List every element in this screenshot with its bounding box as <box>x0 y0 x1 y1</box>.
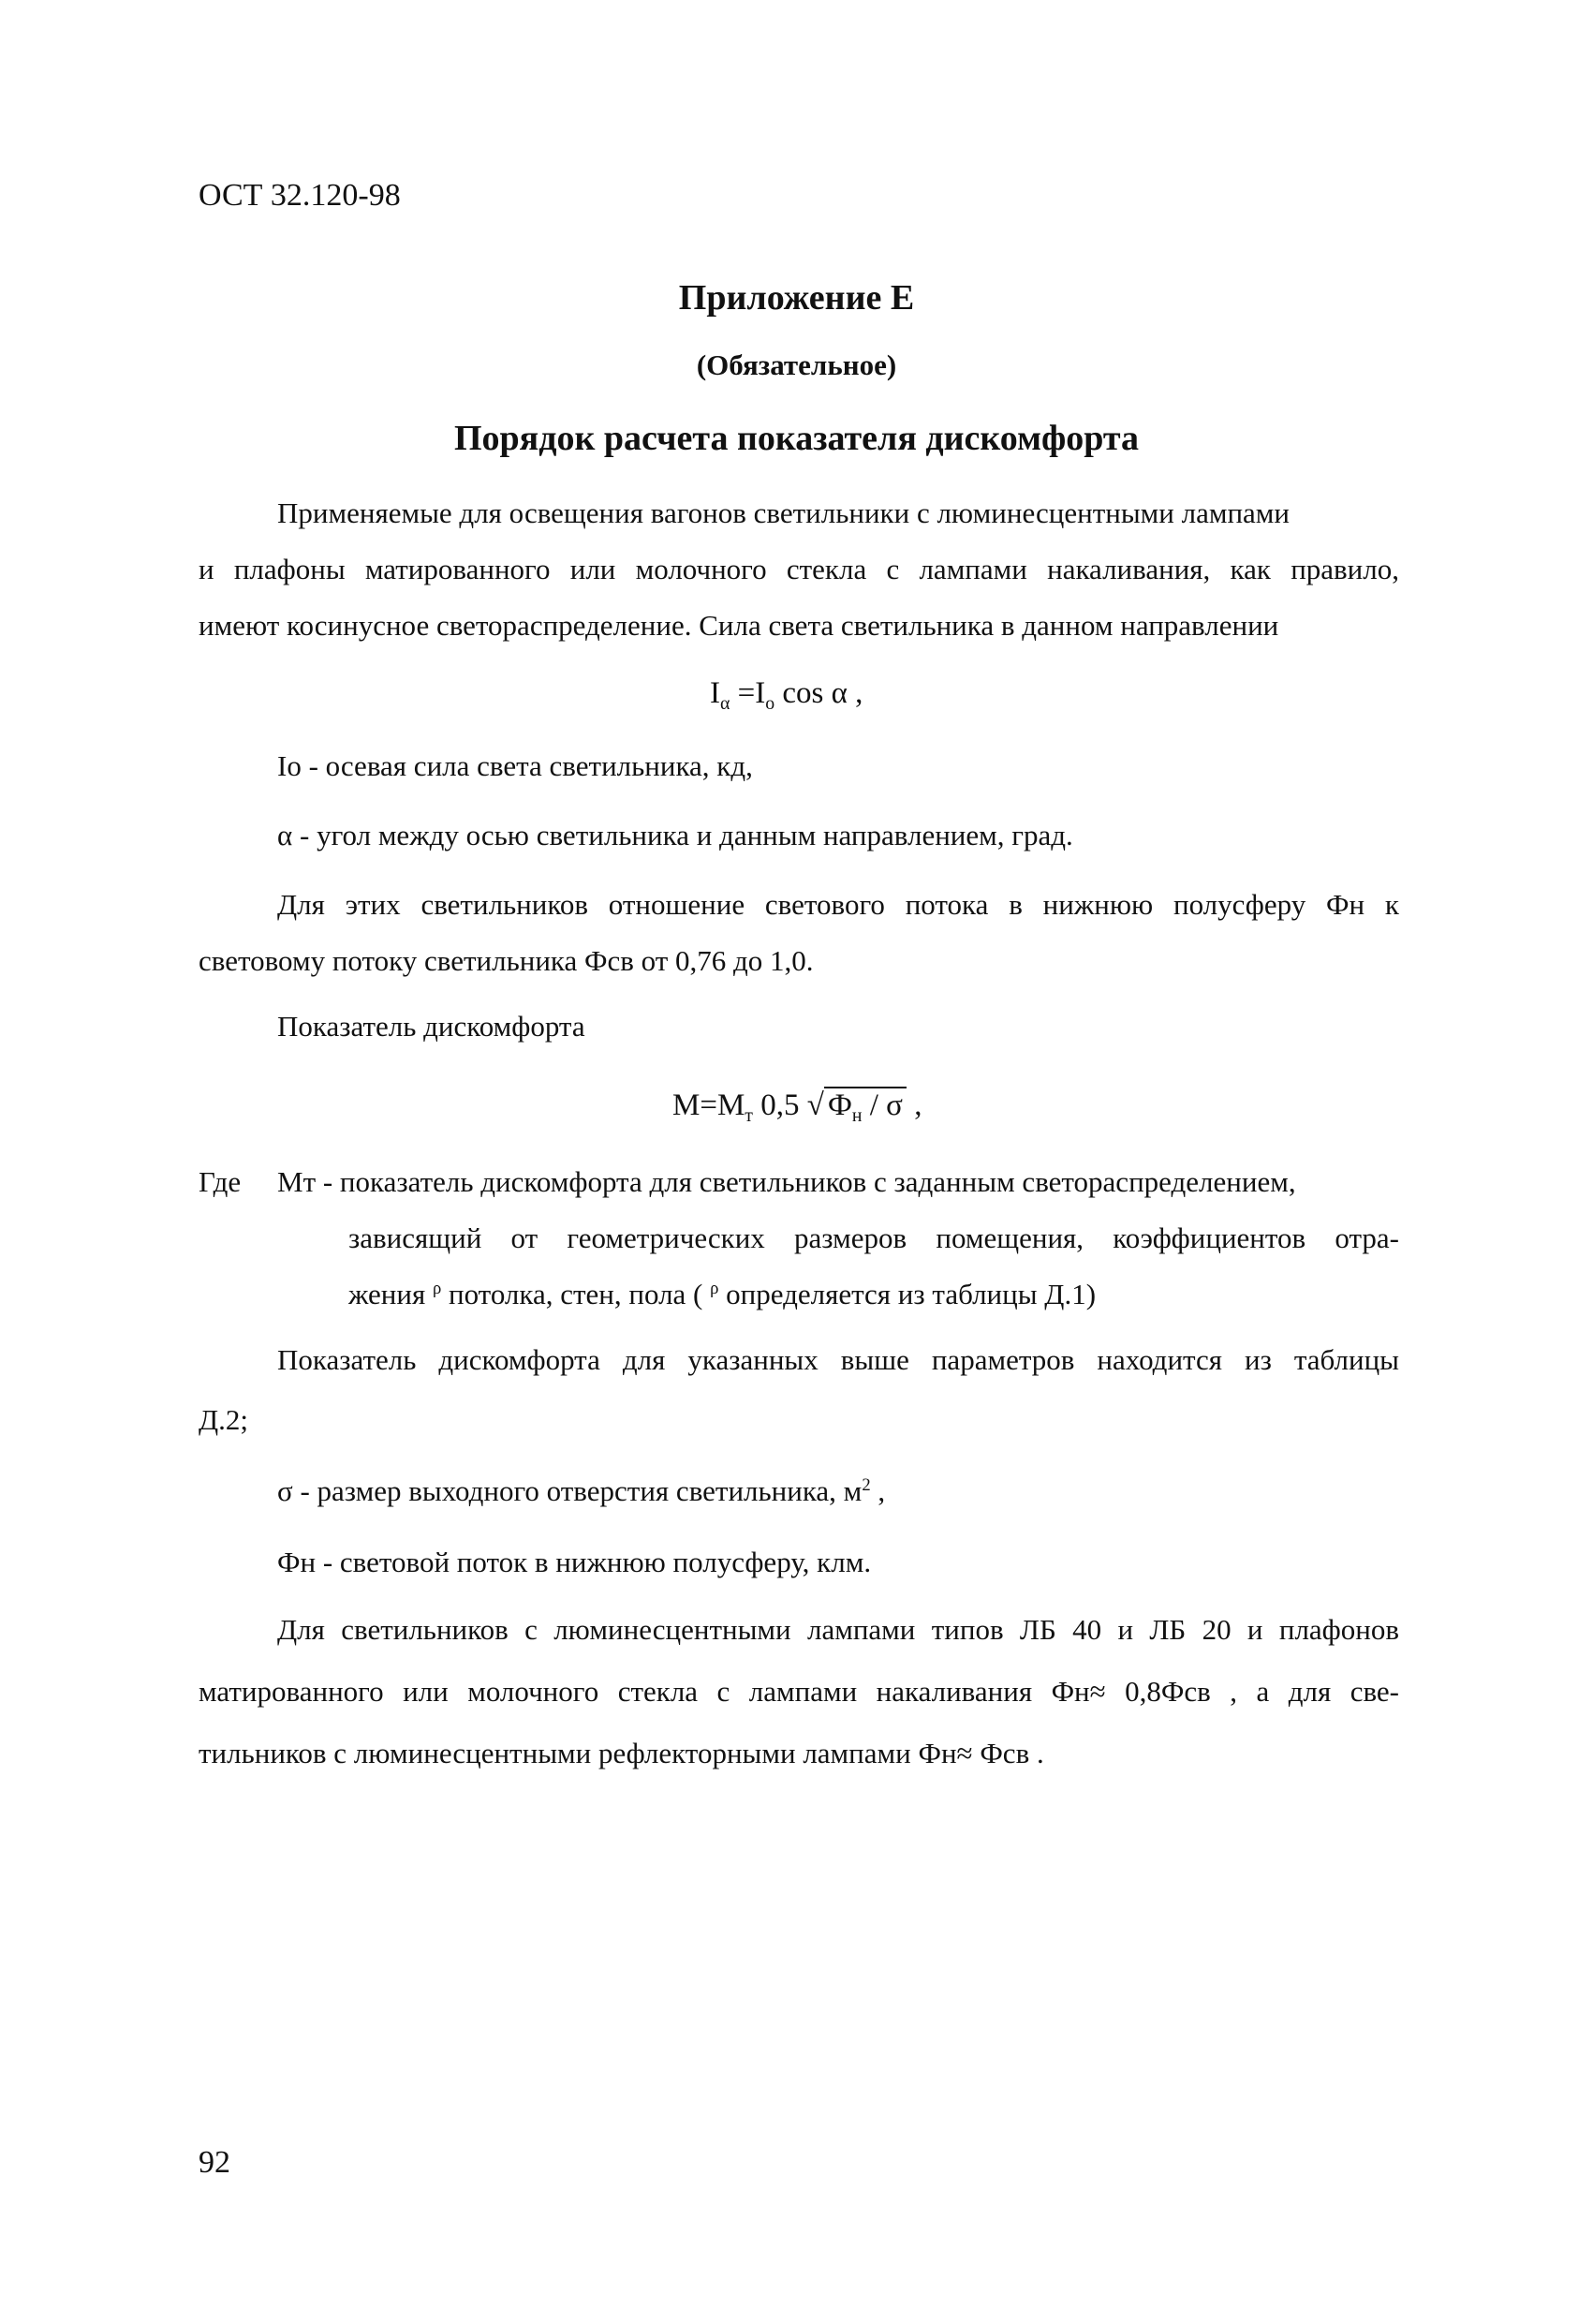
rho-symbol: ρ <box>432 1278 442 1298</box>
formula-symbol: =I <box>730 676 766 710</box>
text-segment: σ - размер выходного отверстия светильника, м <box>277 1474 863 1507</box>
where-label: Где <box>199 1165 242 1198</box>
formula-subscript: o <box>765 692 775 714</box>
formula-symbol: 0,5 <box>752 1088 807 1122</box>
text-segment: потолка, стен, пола ( <box>441 1278 711 1310</box>
paragraph-line: Показатель дискомфорта <box>277 1010 585 1043</box>
paragraph-line: имеют косинусное светораспределение. Сила света светильника в данном направлении <box>199 609 1279 642</box>
paragraph-line: световому потоку светильника Фсв от 0,76 до 1,0. <box>199 944 814 977</box>
definition-io: Io - осевая сила света светильника, кд, <box>277 749 753 782</box>
definition-phi: Фн - световой поток в нижнюю полусферу, клм. <box>277 1546 872 1578</box>
formula-subscript: н <box>851 1104 863 1126</box>
paragraph-line: тильников с люминесцентными рефлекторными лампами Фн≈ Фсв . <box>199 1737 1044 1769</box>
appendix-status: (Обязательное) <box>696 348 897 381</box>
definition-alpha: α - угол между осью светильника и данным направлением, град. <box>277 819 1073 851</box>
formula-symbol: Ф <box>827 1088 852 1122</box>
formula-symbol: I <box>710 676 720 710</box>
paragraph-line: Применяемые для освещения вагонов светильники с люминесцентными лампами <box>277 496 1291 529</box>
formula-symbol: M=M <box>672 1088 745 1122</box>
paragraph-line: Показатель дискомфорта для указанных выше параметров находится из таблицы <box>277 1343 1399 1376</box>
paragraph-line: Для светильников с люминесцентными лампами типов ЛБ 40 и ЛБ 20 и плафонов <box>277 1613 1399 1646</box>
appendix-title: Приложение Е <box>678 278 915 318</box>
document-code: ОСТ 32.120-98 <box>199 178 401 213</box>
paragraph-line: и плафоны матированного или молочного стекла с лампами накаливания, как правило, <box>199 553 1399 585</box>
formula-symbol: cos α , <box>774 676 863 710</box>
formula-intensity <box>710 676 863 715</box>
text-segment: , <box>870 1474 886 1507</box>
formula-discomfort <box>672 1087 922 1127</box>
rho-symbol: ρ <box>710 1278 719 1298</box>
section-title: Порядок расчета показателя дискомфорта <box>453 419 1140 458</box>
where-line <box>348 1280 1096 1309</box>
superscript: 2 <box>862 1474 871 1495</box>
page-number: 92 <box>199 2145 230 2180</box>
text-segment: определяется из таблицы Д.1) <box>718 1278 1097 1310</box>
text-segment: жения <box>348 1278 433 1310</box>
radicand <box>824 1087 907 1127</box>
formula-symbol: , <box>906 1088 922 1122</box>
where-line: Mт - показатель дискомфорта для светильников с заданным светораспределением, <box>277 1165 1296 1198</box>
paragraph-line: Для этих светильников отношение светового потока в нижнюю полусферу Фн к <box>277 888 1399 921</box>
paragraph-line: Д.2; <box>199 1403 249 1436</box>
formula-symbol: / σ <box>862 1088 903 1122</box>
definition-sigma <box>277 1476 885 1505</box>
formula-subscript: α <box>720 692 730 714</box>
radical-sign: √ <box>806 1088 824 1122</box>
paragraph-line: матированного или молочного стекла с лампами накаливания Фн≈ 0,8Фсв , а для све- <box>199 1675 1399 1708</box>
where-line: зависящий от геометрических размеров помещения, коэффициентов отра- <box>348 1221 1399 1254</box>
formula-subscript: т <box>745 1104 753 1126</box>
